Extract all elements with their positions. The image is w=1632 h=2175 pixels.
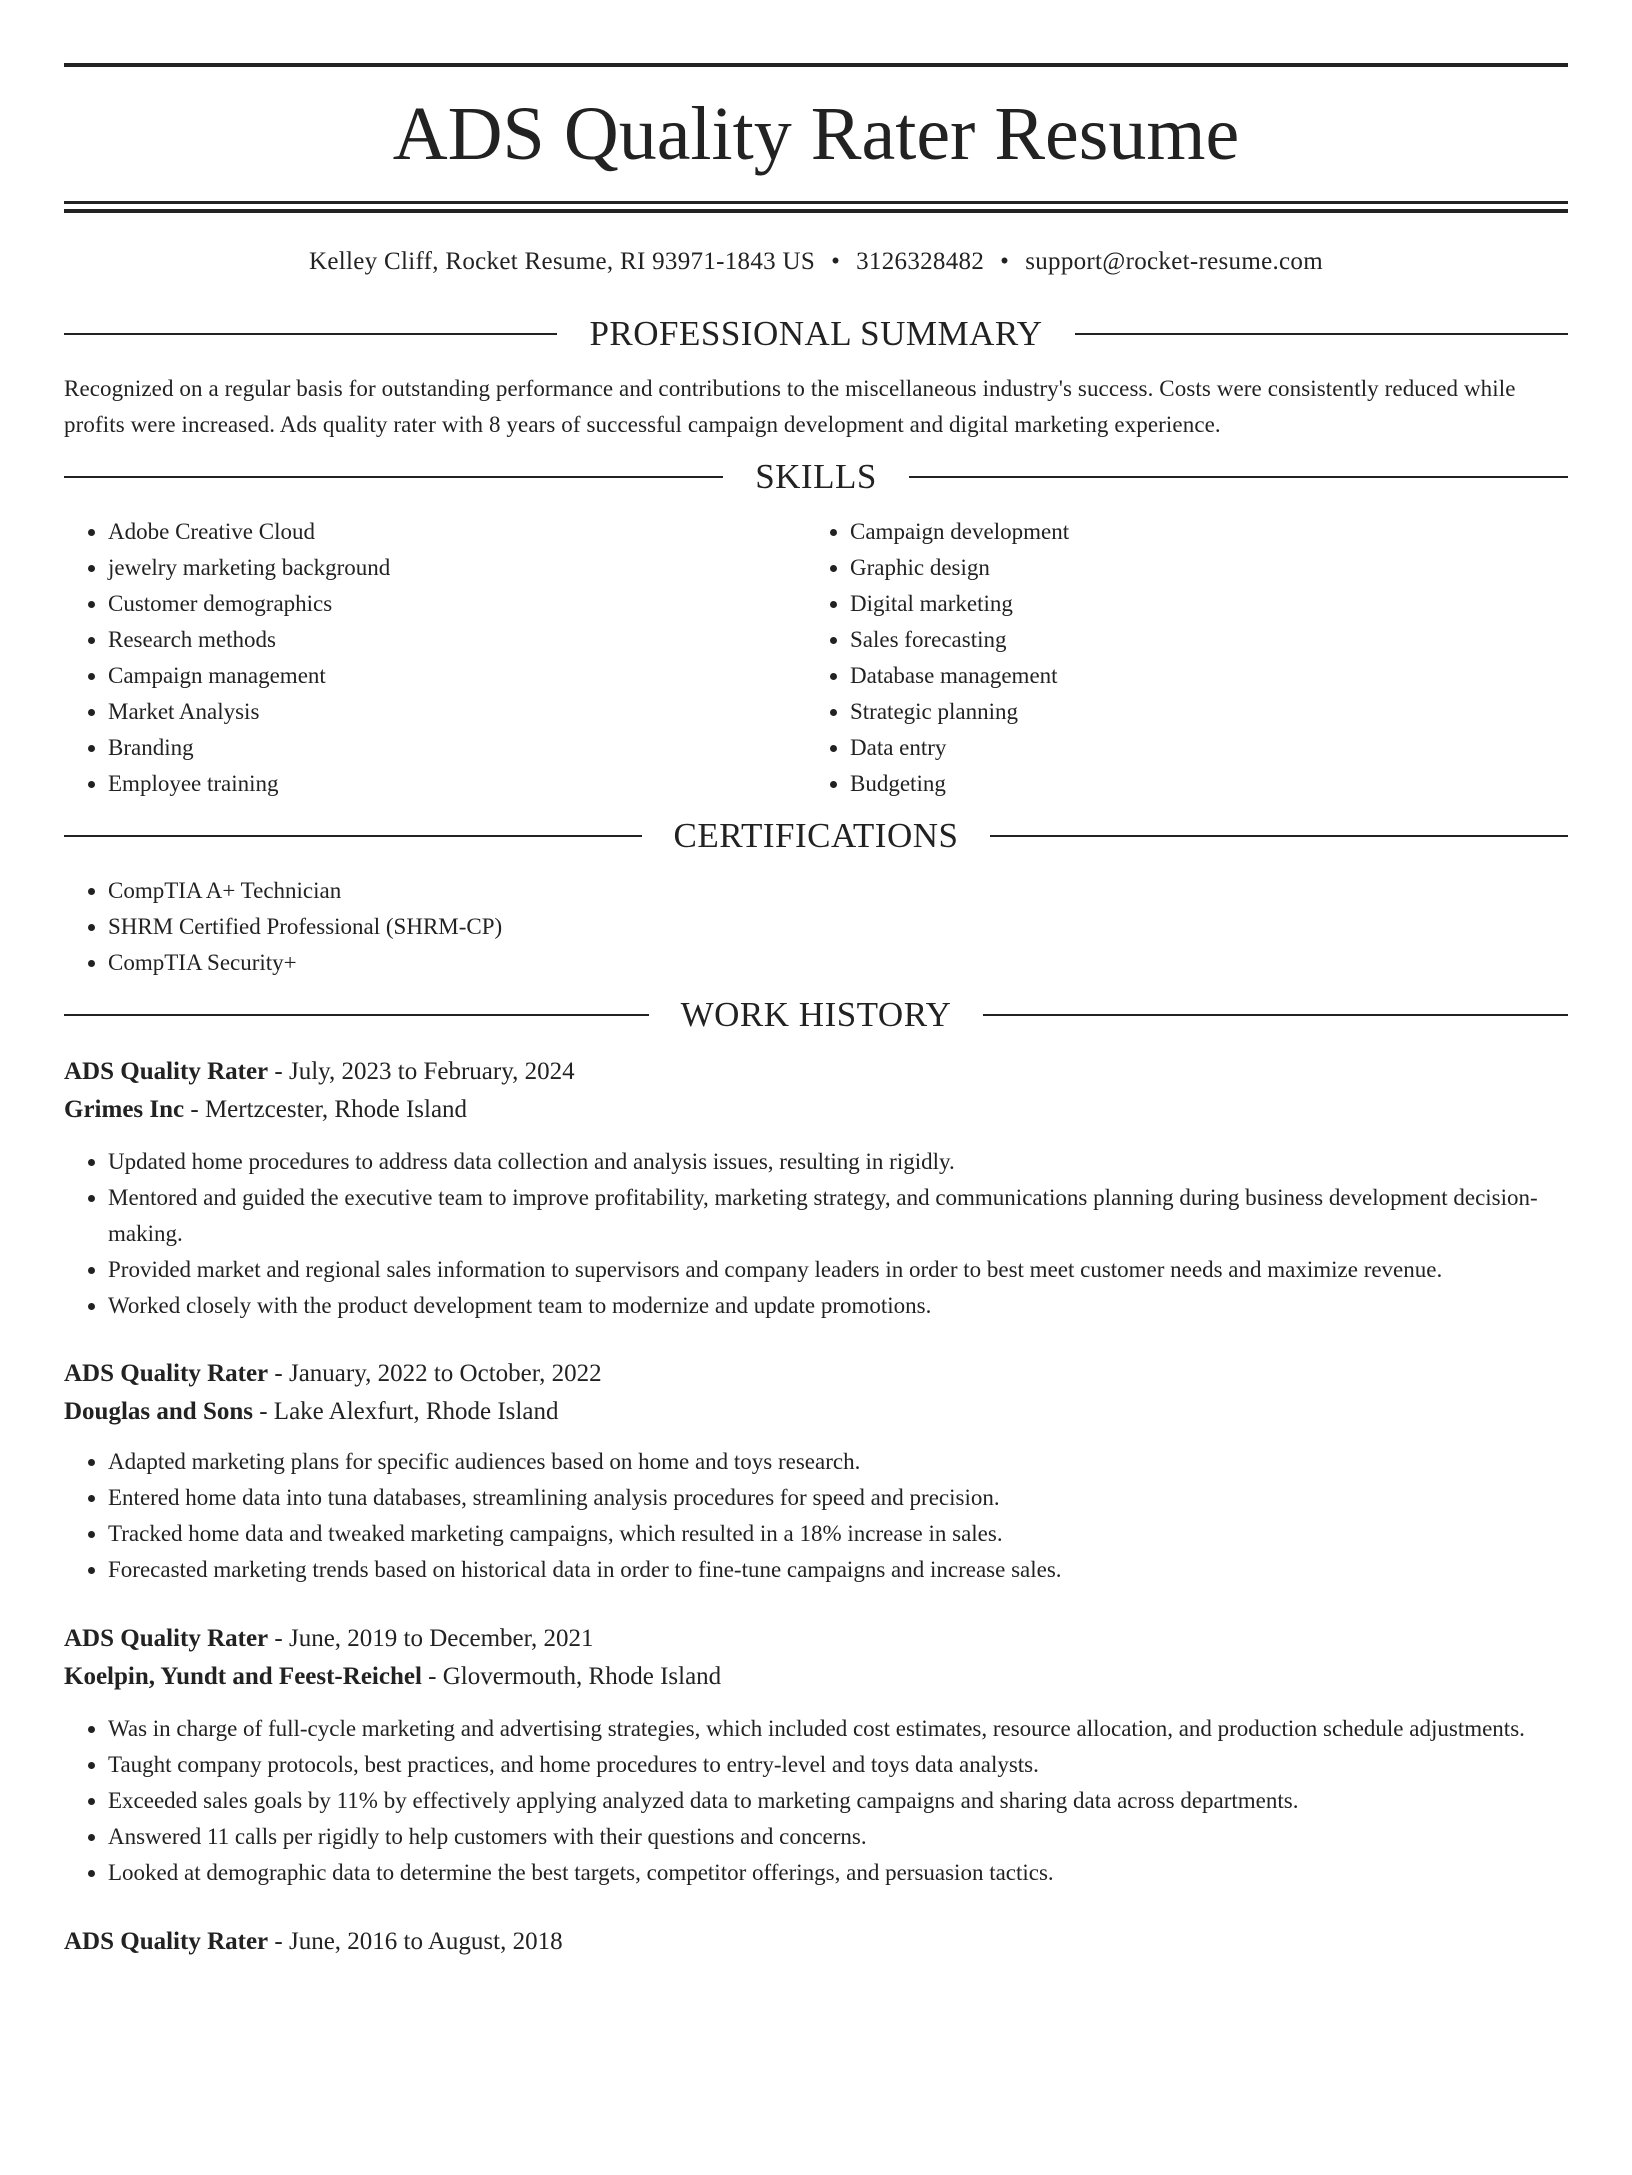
contact-line	[64, 247, 1568, 277]
job-location: - Mertzcester, Rhode Island	[184, 1096, 468, 1123]
job-location: - Lake Alexfurt, Rhode Island	[252, 1398, 559, 1425]
job-company: Douglas and Sons	[64, 1398, 253, 1425]
job-bullet: • Mentored and guided the executive team to improve profitability, marketing strategy, and communications planning during business development decision-making.	[108, 1180, 1568, 1252]
title-rule-upper	[64, 201, 1568, 204]
skill-item: • Database management	[850, 658, 1548, 694]
job-company-line	[64, 1658, 1568, 1696]
job-entry	[64, 1923, 1568, 1961]
section-header-skills	[64, 455, 1568, 499]
certification-item: • SHRM Certified Professional (SHRM-CP)	[108, 909, 1568, 945]
certification-item: • CompTIA A+ Technician	[108, 873, 1568, 909]
section-rule-left	[64, 476, 723, 478]
skill-item: • Campaign development	[850, 514, 1548, 550]
skill-item: • jewelry marketing background	[108, 550, 806, 586]
job-title: ADS Quality Rater	[64, 1360, 269, 1387]
job-bullet: • Adapted marketing plans for specific audiences based on home and toys research.	[108, 1444, 1568, 1480]
job-bullets	[64, 1711, 1568, 1891]
job-bullet: • Updated home procedures to address data collection and analysis issues, resulting in rigidly.	[108, 1144, 1568, 1180]
job-bullet: • Entered home data into tuna databases, streamlining analysis procedures for speed and precision.	[108, 1480, 1568, 1516]
skill-item: • Branding	[108, 730, 806, 766]
skill-item: • Sales forecasting	[850, 622, 1548, 658]
skill-item: • Market Analysis	[108, 694, 806, 730]
contact-email: support@rocket-resume.com	[1025, 248, 1323, 275]
section-title: WORK HISTORY	[680, 995, 952, 1034]
contact-phone: 3126328482	[856, 248, 985, 275]
section-rule-right	[983, 1014, 1568, 1016]
certification-item: • CompTIA Security+	[108, 945, 1568, 981]
skill-item: • Graphic design	[850, 550, 1548, 586]
section-header-work-history	[64, 993, 1568, 1037]
job-bullet: • Worked closely with the product development team to modernize and update promotions.	[108, 1288, 1568, 1324]
job-entry	[64, 1355, 1568, 1588]
job-entry	[64, 1053, 1568, 1324]
job-title: ADS Quality Rater	[64, 1928, 269, 1955]
job-title-line	[64, 1620, 1568, 1658]
section-rule-right	[1075, 333, 1568, 335]
skill-item: • Digital marketing	[850, 586, 1548, 622]
job-bullet: • Forecasted marketing trends based on historical data in order to fine-tune campaigns and increase sales.	[108, 1552, 1568, 1588]
summary-text: Recognized on a regular basis for outstanding performance and contributions to the miscellaneous industry's success. Costs were consistently reduced while profits were increased. Ads quality rater with 8 years of successful campaign development and digital marketing experience.	[64, 376, 1516, 437]
skill-item: • Data entry	[850, 730, 1548, 766]
job-company: Grimes Inc	[64, 1096, 185, 1123]
job-title-line	[64, 1355, 1568, 1393]
job-bullet: • Taught company protocols, best practices, and home procedures to entry-level and toys data analysts.	[108, 1747, 1568, 1783]
section-header-summary	[64, 312, 1568, 356]
section-title: CERTIFICATIONS	[673, 816, 959, 855]
contact-separator: •	[1000, 248, 1010, 275]
skill-item: • Campaign management	[108, 658, 806, 694]
job-dates: - July, 2023 to February, 2024	[268, 1058, 575, 1085]
skills-list-left	[64, 514, 806, 802]
section-rule-left	[64, 333, 557, 335]
job-bullets	[64, 1144, 1568, 1324]
job-title: ADS Quality Rater	[64, 1625, 269, 1652]
job-dates: - June, 2019 to December, 2021	[268, 1625, 594, 1652]
job-bullet: • Looked at demographic data to determine the best targets, competitor offerings, and persuasion tactics.	[108, 1855, 1568, 1891]
resume-title: ADS Quality Rater Resume	[392, 92, 1240, 176]
job-title: ADS Quality Rater	[64, 1058, 269, 1085]
section-title: PROFESSIONAL SUMMARY	[589, 314, 1043, 353]
skills-grid	[64, 514, 1568, 802]
job-company-line	[64, 1091, 1568, 1129]
contact-address: Kelley Cliff, Rocket Resume, RI 93971-1843 US	[309, 248, 816, 275]
section-rule-right	[990, 835, 1568, 837]
skill-item: • Employee training	[108, 766, 806, 802]
job-bullets	[64, 1444, 1568, 1588]
skills-column-right	[806, 514, 1548, 802]
job-company-line	[64, 1393, 1568, 1431]
job-company: Koelpin, Yundt and Feest-Reichel	[64, 1663, 422, 1690]
skill-item: • Research methods	[108, 622, 806, 658]
skill-item: • Adobe Creative Cloud	[108, 514, 806, 550]
skill-item: • Budgeting	[850, 766, 1548, 802]
section-rule-right	[909, 476, 1568, 478]
certifications-list	[64, 873, 1568, 981]
resume-page	[0, 63, 1632, 2175]
job-bullet: • Tracked home data and tweaked marketing campaigns, which resulted in a 18% increase in sales.	[108, 1516, 1568, 1552]
section-title: SKILLS	[755, 457, 877, 496]
job-bullet: • Exceeded sales goals by 11% by effectively applying analyzed data to marketing campaigns and sharing data across departments.	[108, 1783, 1568, 1819]
section-header-certifications	[64, 814, 1568, 858]
job-title-line	[64, 1923, 1568, 1961]
skill-item: • Strategic planning	[850, 694, 1548, 730]
contact-separator: •	[831, 248, 841, 275]
skills-list-right	[806, 514, 1548, 802]
job-bullet: • Was in charge of full-cycle marketing and advertising strategies, which included cost estimates, resource allocation, and production schedule adjustments.	[108, 1711, 1568, 1747]
job-entry	[64, 1620, 1568, 1891]
job-bullet: • Answered 11 calls per rigidly to help customers with their questions and concerns.	[108, 1819, 1568, 1855]
skill-item: • Customer demographics	[108, 586, 806, 622]
job-dates: - January, 2022 to October, 2022	[268, 1360, 602, 1387]
job-bullet: • Provided market and regional sales information to supervisors and company leaders in order to best meet customer needs and maximize revenue.	[108, 1252, 1568, 1288]
skills-column-left	[64, 514, 806, 802]
job-title-line	[64, 1053, 1568, 1091]
job-dates: - June, 2016 to August, 2018	[268, 1928, 563, 1955]
job-location: - Glovermouth, Rhode Island	[421, 1663, 722, 1690]
section-rule-left	[64, 1014, 649, 1016]
title-rule-lower	[64, 209, 1568, 213]
section-rule-left	[64, 835, 642, 837]
